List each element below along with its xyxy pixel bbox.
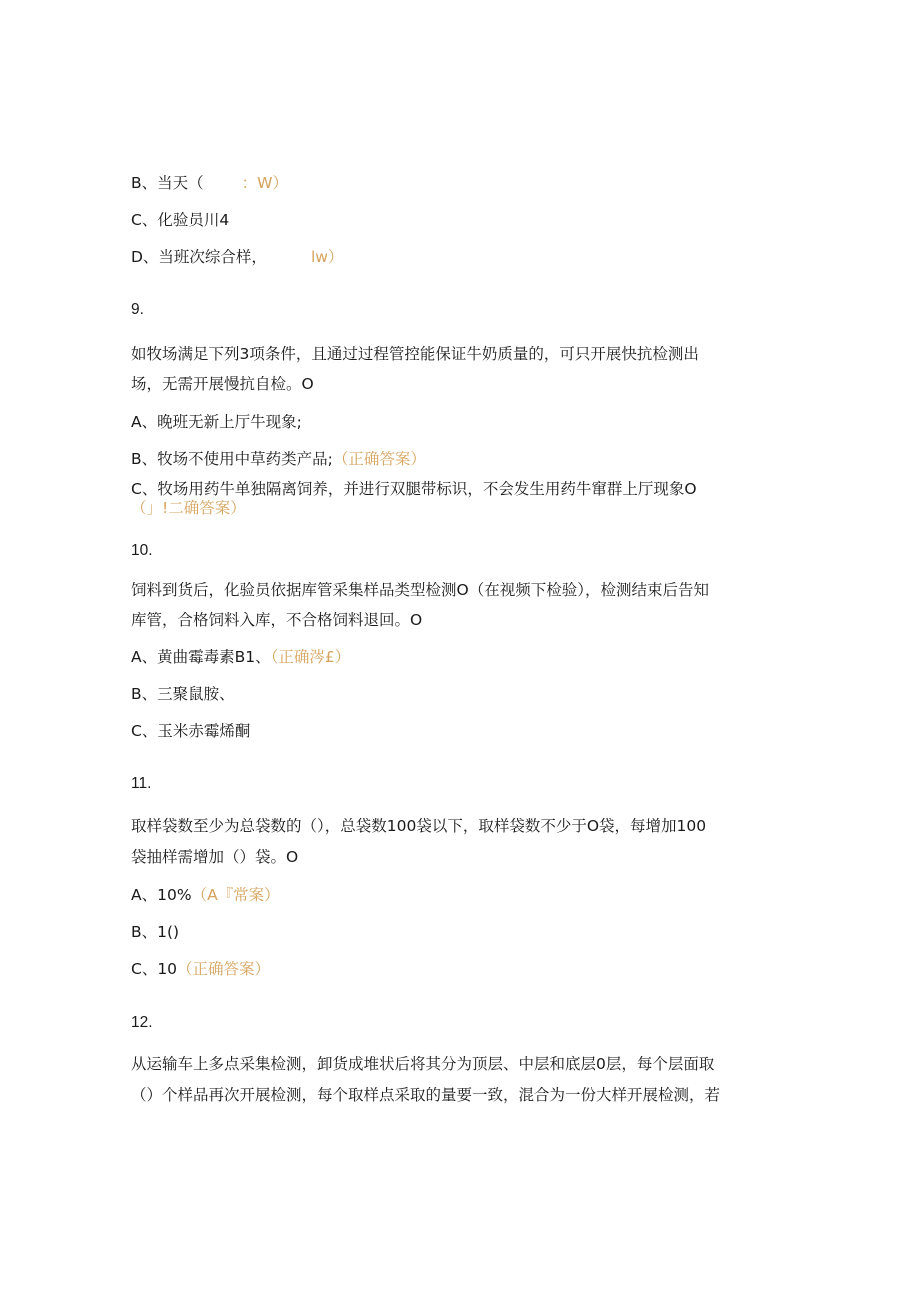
q8-option-b-text: B、当天（: [131, 174, 204, 192]
q8-option-c: [131, 210, 229, 230]
q10-option-a: [131, 647, 350, 667]
q9-option-b-answer: （正确答案）: [332, 450, 426, 468]
q8-option-d-answer: lw）: [310, 248, 344, 266]
q9-option-b-text: B、牧场不使用中草药类产品;: [131, 450, 333, 468]
q9-option-a-text: A、晚班无新上厅牛现象;: [131, 413, 302, 431]
q10-option-b: [131, 684, 235, 704]
q9-option-c-answer-line: [131, 498, 246, 518]
q11-option-c: [131, 959, 270, 979]
q11-number: 11.: [131, 775, 152, 792]
q11-stem-line1: 取样袋数至少为总袋数的（），总袋数100袋以下，取样袋数不少于O袋，每增加100: [131, 817, 707, 835]
q10-option-a-text: A、黄曲霉毒素B1、: [131, 648, 271, 666]
q9-stem-line1: 如牧场满足下列3项条件，且通过过程管控能保证牛奶质量的，可只开展快抗检测出: [131, 345, 699, 363]
q8-option-b-answer: ：W）: [241, 174, 288, 192]
q10-option-c: [131, 721, 250, 741]
q10-stem-line2: 库管，合格饲料入库，不合格饲料退回。O: [131, 611, 423, 629]
q11-option-b-text: B、1(): [131, 923, 180, 941]
q9-option-c-answer: （」!二确答案）: [131, 499, 246, 517]
q8-option-b: [131, 173, 288, 193]
q9-number: 9.: [131, 301, 144, 318]
q10-option-c-text: C、玉米赤霉烯酮: [131, 722, 251, 740]
q11-option-a: [131, 885, 280, 905]
q11-option-c-answer: （正确答案）: [177, 960, 271, 978]
q8-option-d: [131, 247, 343, 267]
q8-option-c-text: C、化验员川4: [131, 211, 230, 229]
q11-option-b: [131, 922, 179, 942]
q10-option-b-text: B、三聚鼠胺、: [131, 685, 235, 703]
q11-option-a-answer: （A『常案）: [191, 886, 280, 904]
q9-option-c: [131, 479, 697, 499]
q10-number: 10.: [131, 542, 153, 559]
q10-option-a-answer: （正确涔£）: [270, 648, 351, 666]
q11-option-c-text: C、10: [131, 960, 178, 978]
q9-option-c-text: C、牧场用药牛单独隔离饲养，并进行双腿带标识，不会发生用药牛窜群上厅现象O: [131, 480, 697, 498]
q8-option-d-text: D、当班次综合样，: [131, 248, 267, 266]
q10-stem-line1: 饲料到货后，化验员依据库管采集样品类型检测O（在视频下检验），检测结束后告知: [131, 581, 709, 599]
q11-stem-line2: 袋抽样需增加（）袋。O: [131, 848, 299, 866]
q11-option-a-text: A、10%: [131, 886, 192, 904]
q12-stem-line1: 从运输车上多点采集检测，卸货成堆状后将其分为顶层、中层和底层0层，每个层面取: [131, 1055, 715, 1073]
q12-number: 12.: [131, 1014, 153, 1031]
q9-option-a: [131, 412, 302, 432]
q12-stem-line2: （）个样品再次开展检测，每个取样点采取的量要一致，混合为一份大样开展检测，若: [131, 1086, 721, 1104]
q9-option-b: [131, 449, 426, 469]
q9-stem-line2: 场，无需开展慢抗自检。O: [131, 375, 314, 393]
